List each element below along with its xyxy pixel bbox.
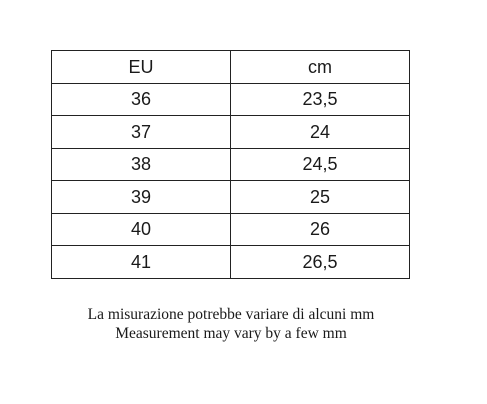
measurement-note-italian: La misurazione potrebbe variare di alcuni mm xyxy=(87,306,375,323)
cell-cm-length: 26 xyxy=(231,213,410,246)
table-row xyxy=(52,83,410,116)
header-cm: cm xyxy=(231,51,410,84)
cell-cm-length: 26,5 xyxy=(231,246,410,279)
header-eu: EU xyxy=(52,51,231,84)
cell-eu-size: 38 xyxy=(52,148,231,181)
table-header-row xyxy=(52,51,410,84)
size-conversion-table xyxy=(51,50,410,279)
table-row xyxy=(52,246,410,279)
cell-eu-size: 39 xyxy=(52,181,231,214)
measurement-note-english: Measurement may vary by a few mm xyxy=(115,325,347,342)
cell-eu-size: 41 xyxy=(52,246,231,279)
cell-cm-length: 24 xyxy=(231,116,410,149)
cell-eu-size: 37 xyxy=(52,116,231,149)
table-row xyxy=(52,148,410,181)
table-row xyxy=(52,213,410,246)
table-row xyxy=(52,116,410,149)
cell-cm-length: 23,5 xyxy=(231,83,410,116)
cell-eu-size: 36 xyxy=(52,83,231,116)
table-row xyxy=(52,181,410,214)
cell-eu-size: 40 xyxy=(52,213,231,246)
cell-cm-length: 25 xyxy=(231,181,410,214)
cell-cm-length: 24,5 xyxy=(231,148,410,181)
